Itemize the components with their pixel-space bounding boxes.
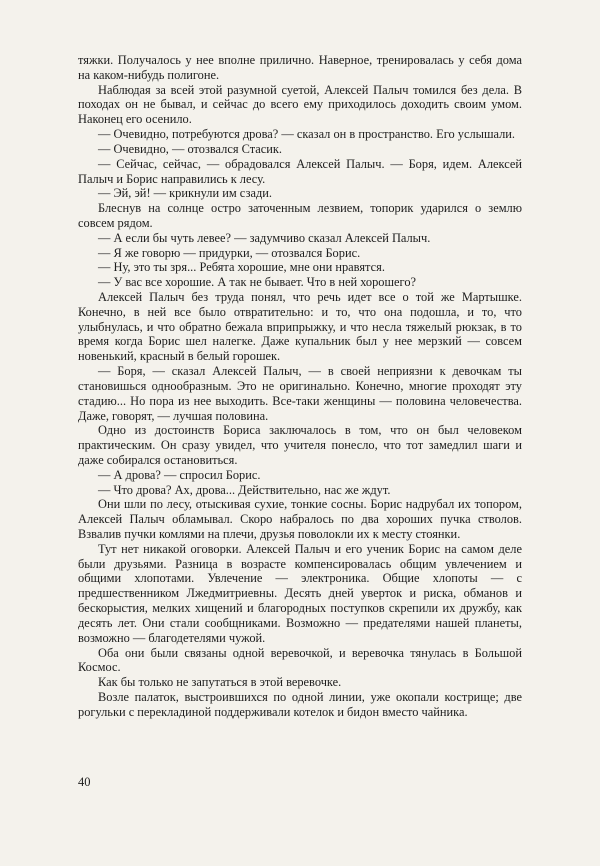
paragraph: — Очевидно, — отозвался Стасик. [98, 141, 283, 156]
paragraph: — А если бы чуть левее? — задумчиво сказал Алексей Палыч. [98, 230, 431, 245]
paragraph: — Сейчас, сейчас, — обрадовался Алексей Палыч. — Боря, идем. Алексей Палыч и Борис направились к лесу. [78, 156, 522, 186]
paragraph: Возле палаток, выстроившихся по одной линии, уже окопали кострище; две рогульки с перекладиной поддерживали котелок и бидон вместо чайника. [78, 689, 522, 719]
paragraph: — Боря, — сказал Алексей Палыч, — в своей неприязни к девочкам ты становишься однообразным. Это не оригинально. Конечно, многие проходят эту стадию... Но пора из нее выходить. Все-таки женщины — половина человечества. Даже, говорят, — лучшая половина. [78, 364, 522, 423]
paragraph: — Эй, эй! — крикнули им сзади. [98, 186, 273, 201]
paragraph: — А дрова? — спросил Борис. [98, 467, 261, 482]
paragraph: — Что дрова? Ах, дрова... Действительно, нас же ждут. [98, 482, 391, 497]
paragraph: Алексей Палыч без труда понял, что речь идет все о той же Мартышке. Конечно, в ней все было отвратительно: и то, что она подошла, и то, что улыбнулась, и что обратно бежала вприпрыжку, и что несла тяжелый рюкзак, в то время когда Борис шел налегке. Даже купальник был у нее мерзкий — совсем новенький, красный в белый горошек. [78, 290, 522, 364]
book-page-text [78, 53, 522, 720]
paragraph: — У вас все хорошие. А так не бывает. Что в ней хорошего? [98, 275, 417, 290]
paragraph: Одно из достоинств Бориса заключалось в том, что он был человеком практическим. Он сразу увидел, что учителя понесло, что тот замедлил шаги и даже собирался остановиться. [78, 423, 522, 467]
paragraph: Оба они были связаны одной веревочкой, и веревочка тянулась в Большой Космос. [78, 645, 522, 675]
paragraph: — Ну, это ты зря... Ребята хорошие, мне они нравятся. [98, 260, 385, 275]
paragraph: — Я же говорю — придурки, — отозвался Борис. [98, 245, 361, 260]
paragraph: Они шли по лесу, отыскивая сухие, тонкие сосны. Борис надрубал их топором, Алексей Палыч обламывал. Скоро набралось по два хороших пучка стволов. Взвалив пучки комлями на плечи, друзья поволокли их к месту стоянки. [78, 497, 522, 541]
paragraph: — Очевидно, потребуются дрова? — сказал он в пространство. Его услышали. [98, 127, 516, 142]
paragraph: Блеснув на солнце остро заточенным лезвием, топорик ударился о землю совсем рядом. [78, 201, 522, 230]
page-number: 40 [78, 775, 91, 789]
paragraph: тяжки. Получалось у нее вполне прилично. Наверное, тренировалась у себя дома на каком-нибудь полигоне. [78, 53, 522, 82]
paragraph: Наблюдая за всей этой разумной суетой, Алексей Палыч томился без дела. В походах он не бывал, и сейчас до всего ему приходилось доходить своим умом. Наконец его осенило. [78, 82, 522, 127]
paragraph: Как бы только не запутаться в этой веревочке. [98, 675, 342, 690]
paragraph: Тут нет никакой оговорки. Алексей Палыч и его ученик Борис на самом деле были друзьями. Разница в возрасте компенсировалась общим увлечением и общими хлопотами. Увлечение — электроника. Общие хлопоты — с предшественником Лжедмитриевны. Десять дней уверток и риска, обманов и бескорыстия, мелких хищений и благородных поступков скрепили их дружбу, как десять лет. Они стали сообщниками. Возможно — предателями нашей планеты, возможно — благодетелями чужой. [78, 541, 522, 645]
